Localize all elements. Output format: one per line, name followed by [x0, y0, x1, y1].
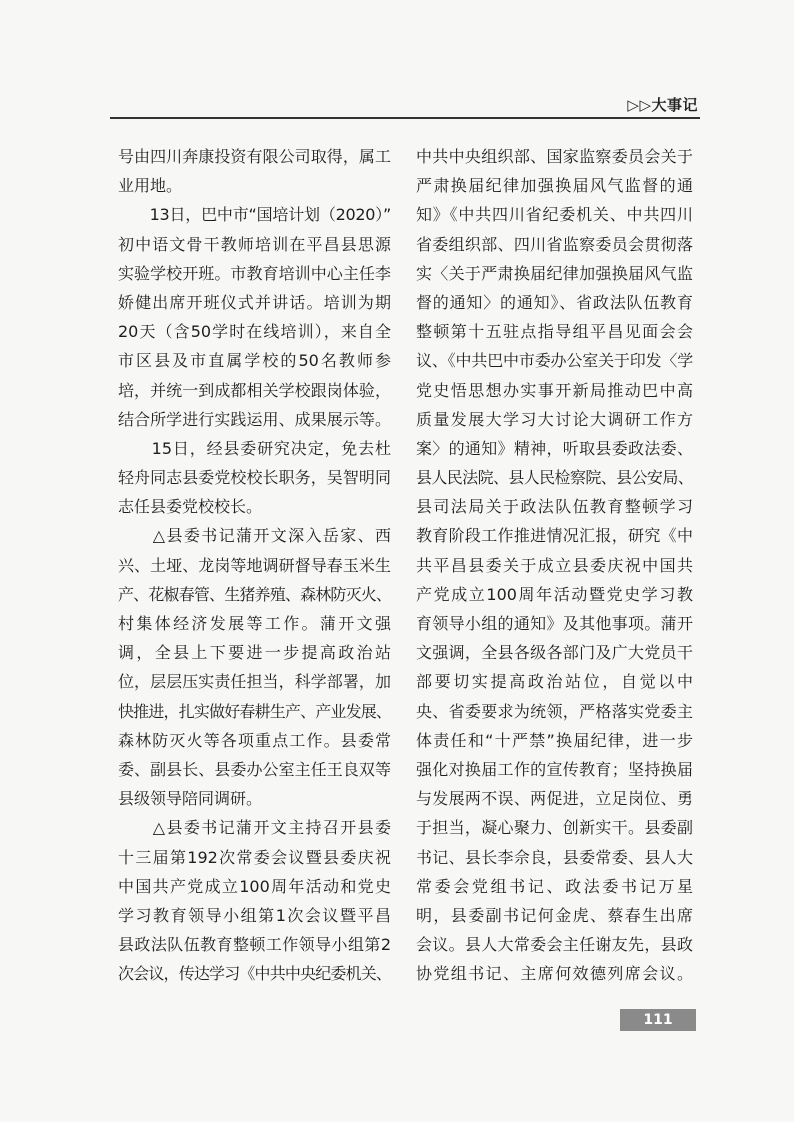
text-line: 育领导小组的通知》及其他事项。蒲开: [416, 614, 693, 633]
text-line: 村集体经济发展等工作。蒲开文强: [118, 614, 391, 633]
text-line: 议、《中共巴中市委办公室关于印发〈学: [416, 351, 693, 371]
text-line: 严肃换届纪律加强换届风气监督的通: [416, 176, 693, 196]
text-line: 15日，经县委研究决定，免去杜: [118, 438, 391, 458]
text-line: △县委书记蒲开文深入岳家、西: [118, 526, 391, 546]
text-line: 位，层层压实责任担当，科学部署，加: [118, 672, 391, 692]
text-line: 县政法队伍教育整顿工作领导小组第2: [118, 935, 391, 955]
text-line: 会议。县人大常委会主任谢友先，县政: [416, 935, 693, 955]
text-line: 央、省委要求为统领，严格落实党委主: [416, 701, 693, 721]
text-line: 于担当，凝心聚力、创新实干。县委副: [416, 818, 693, 838]
text-line: 督的通知〉的通知》、省政法队伍教育: [416, 292, 693, 312]
text-line: 常委会党组书记、政法委书记万星: [416, 876, 693, 896]
text-line: 20天（含50学时在线培训），来自全: [118, 322, 391, 342]
text-line: 共平昌县委关于成立县委庆祝中国共: [416, 555, 693, 575]
text-line: 县级领导陪同调研。: [118, 789, 263, 809]
text-line: 调，全县上下要进一步提高政治站: [118, 643, 391, 663]
header-divider: [110, 117, 700, 119]
text-line: 学习教育领导小组第1次会议暨平昌: [118, 905, 391, 925]
text-line: 初中语文骨干教师培训在平昌县思源: [118, 234, 391, 254]
text-line: 森林防灭火等各项重点工作。县委常: [118, 730, 391, 750]
text-line: 轻舟同志县委党校校长职务，吴智明同: [118, 468, 391, 488]
text-line: 兴、土垭、龙岗等地调研督导春玉米生: [118, 555, 391, 575]
text-line: 业用地。: [118, 176, 183, 196]
text-line: 市区县及市直属学校的50名教师参: [118, 351, 391, 371]
text-line: 中共中央组织部、国家监察委员会关于: [416, 147, 693, 166]
text-line: 委、副县长、县委办公室主任王良双等: [118, 759, 391, 779]
text-line: 次会议，传达学习《中共中央纪委机关、: [118, 964, 391, 984]
text-line: 明，县委副书记何金虎、蔡春生出席: [416, 905, 693, 925]
text-line: 结合所学进行实践运用、成果展示等。: [118, 409, 391, 429]
text-line: 文强调，全县各级各部门及广大党员干: [416, 643, 693, 663]
text-line: 志任县委党校校长。: [118, 497, 263, 517]
text-line: 党史悟思想办实事开新局推动巴中高: [416, 380, 693, 400]
text-line: 教育阶段工作推进情况汇报，研究《中: [416, 526, 693, 546]
text-line: 县人民法院、县人民检察院、县公安局、: [416, 468, 693, 488]
text-line: 强化对换届工作的宣传教育；坚持换届: [416, 759, 693, 779]
text-line: 实〈关于严肃换届纪律加强换届风气监: [416, 263, 693, 283]
text-line: 书记、县长李佘良，县委常委、县人大: [416, 847, 693, 867]
text-line: 13日，巴中市“国培计划（2020）”: [118, 205, 391, 225]
text-line: 娇健出席开班仪式并讲话。培训为期: [118, 292, 391, 312]
text-line: 产党成立100周年活动暨党史学习教: [416, 584, 693, 604]
right-text-column: [416, 142, 693, 988]
text-line: 实验学校开班。市教育培训中心主任李: [118, 263, 391, 283]
text-line: △县委书记蒲开文主持召开县委: [118, 818, 391, 838]
text-line: 县司法局关于政法队伍教育整顿学习: [416, 497, 693, 517]
text-line: 与发展两不误、两促进，立足岗位、勇: [416, 789, 693, 809]
text-line: 协党组书记、主席何效德列席会议。: [416, 964, 693, 984]
text-line: 知》《中共四川省纪委机关、中共四川: [416, 205, 693, 225]
text-line: 号由四川奔康投资有限公司取得，属工: [118, 147, 391, 166]
text-line: 整顿第十五驻点指导组平昌见面会会: [416, 322, 693, 342]
text-line: 产、花椒春管、生猪养殖、森林防灭火、: [118, 584, 391, 604]
text-line: 培，并统一到成都相关学校跟岗体验，: [118, 380, 391, 400]
text-line: 中国共产党成立100周年活动和党史: [118, 876, 391, 896]
section-title: ▷▷大事记: [627, 96, 698, 114]
text-line: 案〉的通知》精神，听取县委政法委、: [416, 438, 693, 458]
text-line: 快推进，扎实做好春耕生产、产业发展、: [118, 701, 391, 721]
text-line: 十三届第192次常委会议暨县委庆祝: [118, 847, 391, 867]
text-line: 体责任和“十严禁”换届纪律，进一步: [416, 730, 693, 750]
text-line: 部要切实提高政治站位，自觉以中: [416, 672, 693, 692]
text-line: 省委组织部、四川省监察委员会贯彻落: [416, 234, 693, 254]
text-line: 质量发展大学习大讨论大调研工作方: [416, 409, 693, 429]
page-number: 111: [620, 1009, 696, 1031]
left-text-column: [118, 142, 391, 988]
